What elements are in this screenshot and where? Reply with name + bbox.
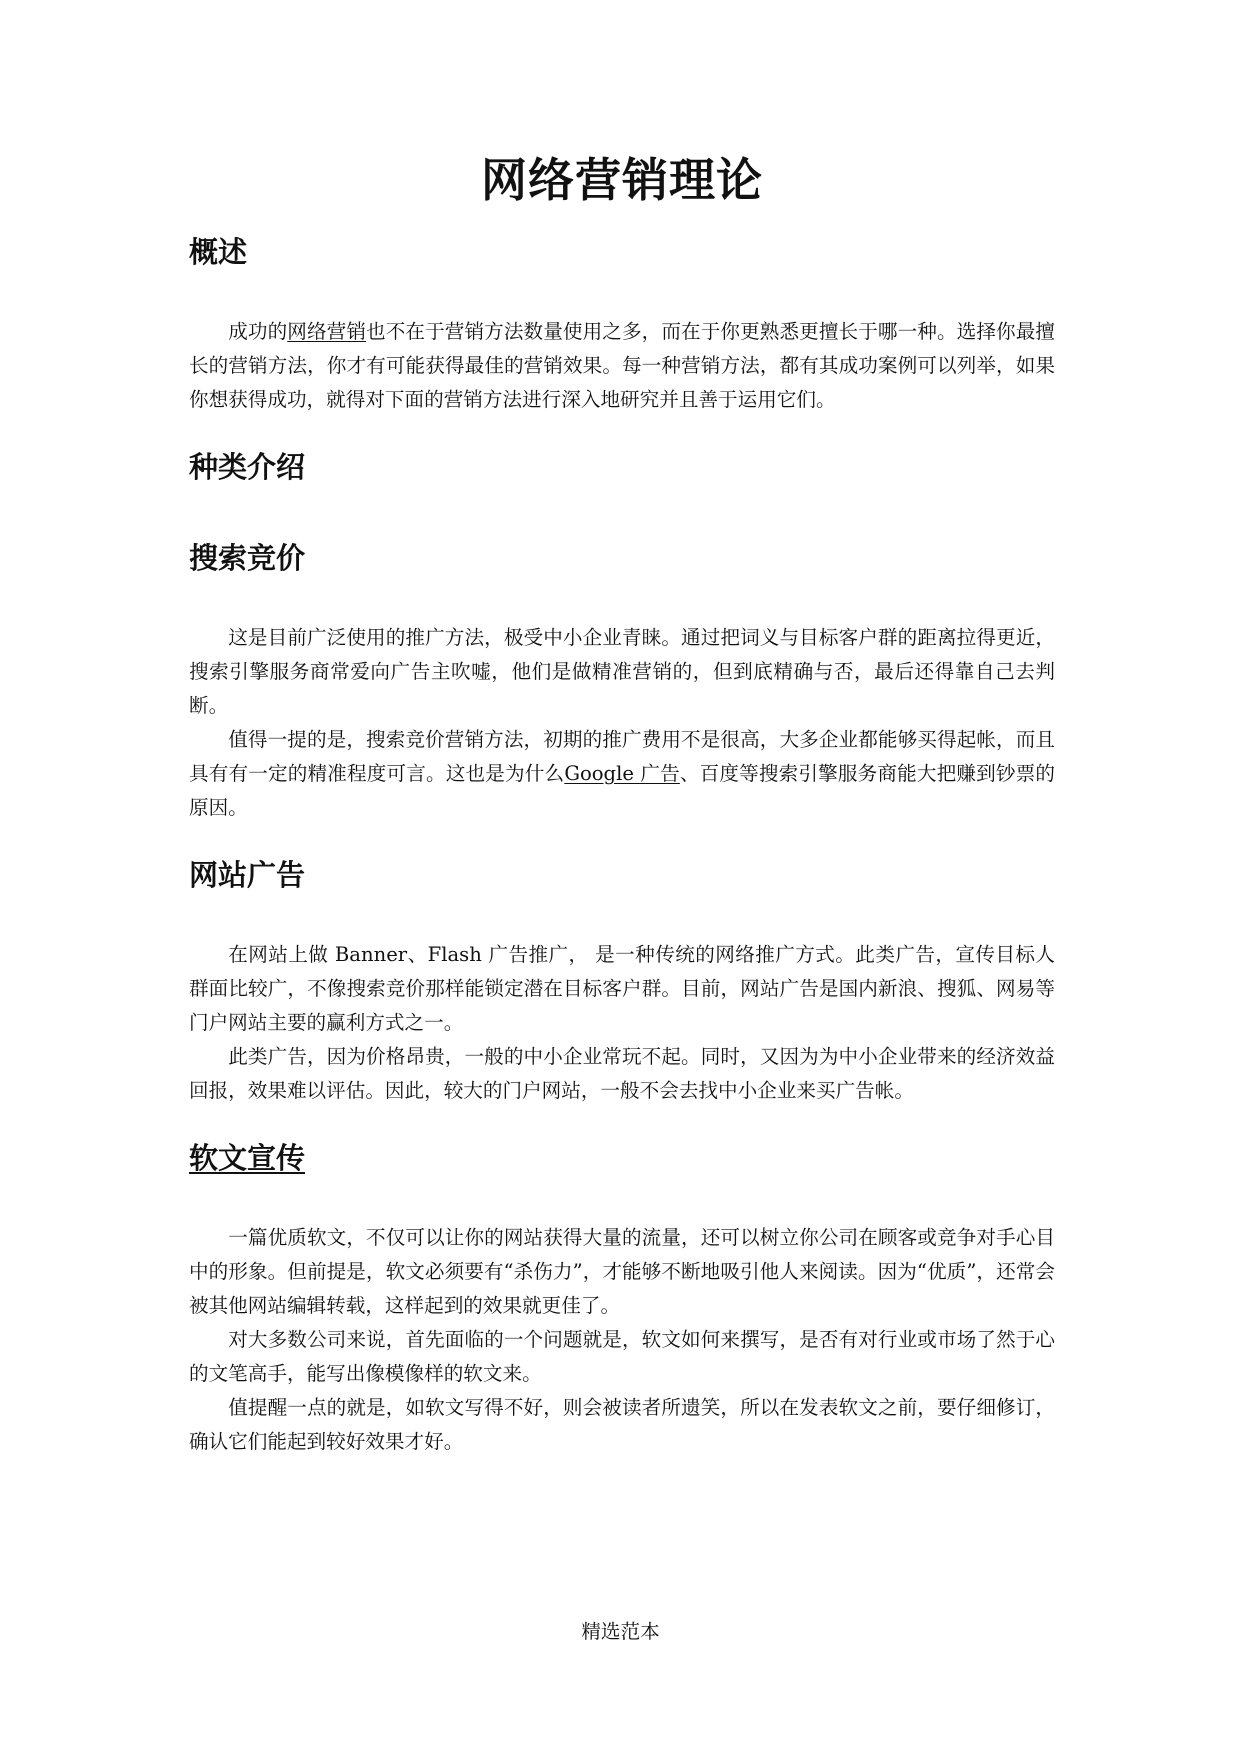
page-footer: 精选范本 — [581, 1620, 660, 1643]
soft-article-paragraph-3: 值提醒一点的就是，如软文写得不好，则会被读者所遗笑，所以在发表软文之前，要仔细修订，确认它们能起到较好效果才好。 — [189, 1396, 1055, 1453]
search-bidding-paragraph-2 — [189, 723, 1055, 825]
document-body — [189, 150, 1055, 1459]
soft-article-paragraph-1: 一篇优质软文，不仅可以让你的网站获得大量的流量，还可以树立你公司在顾客或竞争对手心目中的形象。但前提是，软文必须要有“杀伤力”，才能够不断地吸引他人来阅读。因为“优质”，还常会被其他网站编辑转载，这样起到的效果就更佳了。 — [189, 1226, 1055, 1317]
section-types — [189, 447, 1055, 487]
section-heading-types: 种类介绍 — [189, 450, 306, 484]
section-search-bidding — [189, 538, 1055, 825]
website-ads-paragraph-2: 此类广告，因为价格昂贵，一般的中小企业常玩不起。同时，又因为为中小企业带来的经济效益回报，效果难以评估。因此，较大的门户网站，一般不会去找中小企业来买广告帐。 — [189, 1045, 1055, 1102]
section-heading-soft-article[interactable] — [189, 1138, 1055, 1178]
search-bidding-text-end: 、百度等搜索引擎服务商能大把赚到钞票的原因。 — [189, 762, 1056, 819]
website-ads-paragraph-1: 在网站上做 Banner、Flash 广告推广， 是一种传统的网络推广方式。此类广告，宣传目标人群面比较广，不像搜索竞价那样能锁定潜在目标客户群。目前，网站广告是国内新浪、搜狐、网易等门户网站主要的赢利方式之一。 — [189, 943, 1055, 1034]
section-heading-website-ads: 网站广告 — [189, 858, 306, 892]
search-bidding-text-start: 值得一提的是，搜索竞价营销方法，初期的推广费用不是很高，大多企业都能够买得起帐，而且具有有一定的精准程度可言。这也是为什么 — [189, 728, 1055, 785]
section-soft-article — [189, 1138, 1055, 1459]
soft-article-heading-link[interactable]: 软文宣传 — [189, 1141, 306, 1175]
search-bidding-paragraph-1: 这是目前广泛使用的推广方法，极受中小企业青睐。通过把词义与目标客户群的距离拉得更近，搜索引擎服务商常爱向广告主吹嘘，他们是做精准营销的，但到底精确与否，最后还得靠自己去判断。 — [189, 626, 1055, 717]
section-heading-search-bidding: 搜索竞价 — [189, 541, 306, 575]
section-overview — [189, 232, 1055, 417]
overview-text-end: 也不在于营销方法数量使用之多，而在于你更熟悉更擅长于哪一种。选择你最擅长的营销方法，你才有可能获得最佳的营销效果。每一种营销方法，都有其成功案例可以列举，如果你想获得成功，就得对下面的营销方法进行深入地研究并且善于运用它们。 — [189, 320, 1056, 411]
google-ads-link[interactable]: Google 广告 — [564, 762, 680, 785]
overview-paragraph — [189, 315, 1055, 417]
section-heading-overview: 概述 — [189, 235, 248, 269]
document-title: 网络营销理论 — [481, 153, 763, 207]
soft-article-paragraph-2: 对大多数公司来说，首先面临的一个问题就是，软文如何来撰写，是否有对行业或市场了然于心的文笔高手，能写出像模像样的软文来。 — [189, 1328, 1055, 1385]
section-website-ads — [189, 855, 1055, 1108]
overview-text-start: 成功的 — [228, 320, 288, 343]
network-marketing-link[interactable]: 网络营销 — [287, 320, 367, 343]
